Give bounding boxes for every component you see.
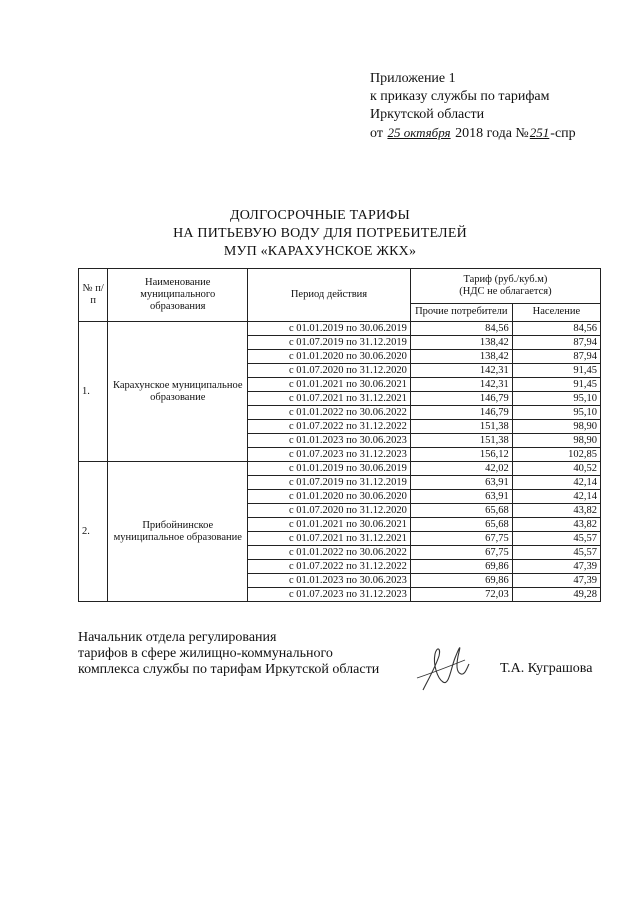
- signatory-name: Т.А. Куграшова: [500, 661, 593, 676]
- population-tariff-cell: 84,56: [512, 322, 600, 336]
- period-cell: с 01.07.2021 по 31.12.2021: [248, 532, 411, 546]
- order-suffix: -спр: [550, 126, 576, 141]
- population-tariff-cell: 87,94: [512, 350, 600, 364]
- others-tariff-cell: 67,75: [410, 532, 512, 546]
- period-cell: с 01.01.2020 по 30.06.2020: [248, 490, 411, 504]
- period-cell: с 01.07.2022 по 31.12.2022: [248, 420, 411, 434]
- period-cell: с 01.01.2021 по 30.06.2021: [248, 518, 411, 532]
- period-cell: с 01.01.2023 по 30.06.2023: [248, 434, 411, 448]
- period-cell: с 01.07.2021 по 31.12.2021: [248, 392, 411, 406]
- tariff-table-body: [79, 322, 601, 602]
- order-from-prefix: от: [370, 126, 383, 141]
- others-tariff-cell: 69,86: [410, 560, 512, 574]
- population-tariff-cell: 95,10: [512, 392, 600, 406]
- municipality-name: Карахунское муниципальное образование: [108, 322, 248, 462]
- table-row: [79, 322, 601, 336]
- period-cell: с 01.01.2022 по 30.06.2022: [248, 406, 411, 420]
- period-cell: с 01.07.2023 по 31.12.2023: [248, 588, 411, 602]
- population-tariff-cell: 40,52: [512, 462, 600, 476]
- signatory-title: [78, 630, 379, 678]
- period-cell: с 01.01.2023 по 30.06.2023: [248, 574, 411, 588]
- header-tariff: [410, 269, 600, 304]
- others-tariff-cell: 63,91: [410, 476, 512, 490]
- appendix-order-line: [370, 124, 576, 143]
- population-tariff-cell: 47,39: [512, 560, 600, 574]
- period-cell: с 01.01.2019 по 30.06.2019: [248, 462, 411, 476]
- group-number: 2.: [79, 462, 108, 602]
- period-cell: с 01.07.2020 по 31.12.2020: [248, 504, 411, 518]
- others-tariff-cell: 63,91: [410, 490, 512, 504]
- signatory-line-3: комплекса службы по тарифам Иркутской области: [78, 662, 380, 677]
- title-line-1: ДОЛГОСРОЧНЫЕ ТАРИФЫ: [230, 208, 410, 223]
- period-cell: с 01.07.2019 по 31.12.2019: [248, 336, 411, 350]
- document-title: [0, 207, 640, 261]
- population-tariff-cell: 87,94: [512, 336, 600, 350]
- period-cell: с 01.01.2021 по 30.06.2021: [248, 378, 411, 392]
- period-cell: с 01.07.2023 по 31.12.2023: [248, 448, 411, 462]
- municipality-name: Прибойнинское муниципальное образование: [108, 462, 248, 602]
- header-period: Период действия: [248, 269, 411, 322]
- others-tariff-cell: 138,42: [410, 336, 512, 350]
- title-line-3: МУП «КАРАХУНСКОЕ ЖКХ»: [223, 244, 417, 259]
- period-cell: с 01.01.2019 по 30.06.2019: [248, 322, 411, 336]
- population-tariff-cell: 43,82: [512, 504, 600, 518]
- population-tariff-cell: 42,14: [512, 476, 600, 490]
- order-number-handwritten: 251: [529, 125, 550, 140]
- handwritten-signature: [415, 638, 473, 696]
- period-cell: с 01.01.2022 по 30.06.2022: [248, 546, 411, 560]
- others-tariff-cell: 146,79: [410, 406, 512, 420]
- header-tariff-label: Тариф (руб./куб.м): [463, 273, 548, 285]
- appendix-line-3: Иркутской области: [370, 107, 485, 122]
- header-name: Наименование муниципального образования: [108, 269, 248, 322]
- appendix-line-2: к приказу службы по тарифам: [370, 89, 550, 104]
- signatory-line-2: тарифов в сфере жилищно-коммунального: [78, 646, 333, 661]
- others-tariff-cell: 156,12: [410, 448, 512, 462]
- others-tariff-cell: 138,42: [410, 350, 512, 364]
- population-tariff-cell: 102,85: [512, 448, 600, 462]
- signatory-line-1: Начальник отдела регулирования: [78, 630, 277, 645]
- others-tariff-cell: 146,79: [410, 392, 512, 406]
- others-tariff-cell: 67,75: [410, 546, 512, 560]
- header-vat-note: (НДС не облагается): [459, 285, 552, 297]
- others-tariff-cell: 42,02: [410, 462, 512, 476]
- population-tariff-cell: 91,45: [512, 378, 600, 392]
- others-tariff-cell: 142,31: [410, 378, 512, 392]
- population-tariff-cell: 98,90: [512, 420, 600, 434]
- appendix-line-1: Приложение 1: [370, 71, 456, 86]
- others-tariff-cell: 151,38: [410, 420, 512, 434]
- table-row: [79, 462, 601, 476]
- period-cell: с 01.07.2020 по 31.12.2020: [248, 364, 411, 378]
- header-num: № п/п: [79, 269, 108, 322]
- group-number: 1.: [79, 322, 108, 462]
- population-tariff-cell: 91,45: [512, 364, 600, 378]
- order-year: 2018 года №: [455, 126, 529, 141]
- population-tariff-cell: 95,10: [512, 406, 600, 420]
- others-tariff-cell: 84,56: [410, 322, 512, 336]
- population-tariff-cell: 45,57: [512, 546, 600, 560]
- order-date-handwritten: 25 октября: [387, 125, 451, 140]
- period-cell: с 01.07.2019 по 31.12.2019: [248, 476, 411, 490]
- population-tariff-cell: 98,90: [512, 434, 600, 448]
- others-tariff-cell: 142,31: [410, 364, 512, 378]
- period-cell: с 01.01.2020 по 30.06.2020: [248, 350, 411, 364]
- others-tariff-cell: 65,68: [410, 518, 512, 532]
- tariff-table: [78, 268, 601, 602]
- others-tariff-cell: 151,38: [410, 434, 512, 448]
- header-others: Прочие потребители: [410, 303, 512, 321]
- population-tariff-cell: 45,57: [512, 532, 600, 546]
- others-tariff-cell: 72,03: [410, 588, 512, 602]
- signature-stroke: [423, 648, 469, 690]
- others-tariff-cell: 69,86: [410, 574, 512, 588]
- header-population: Население: [512, 303, 600, 321]
- population-tariff-cell: 47,39: [512, 574, 600, 588]
- others-tariff-cell: 65,68: [410, 504, 512, 518]
- title-line-2: НА ПИТЬЕВУЮ ВОДУ ДЛЯ ПОТРЕБИТЕЛЕЙ: [173, 226, 467, 241]
- period-cell: с 01.07.2022 по 31.12.2022: [248, 560, 411, 574]
- population-tariff-cell: 49,28: [512, 588, 600, 602]
- population-tariff-cell: 42,14: [512, 490, 600, 504]
- population-tariff-cell: 43,82: [512, 518, 600, 532]
- appendix-block: [370, 70, 576, 143]
